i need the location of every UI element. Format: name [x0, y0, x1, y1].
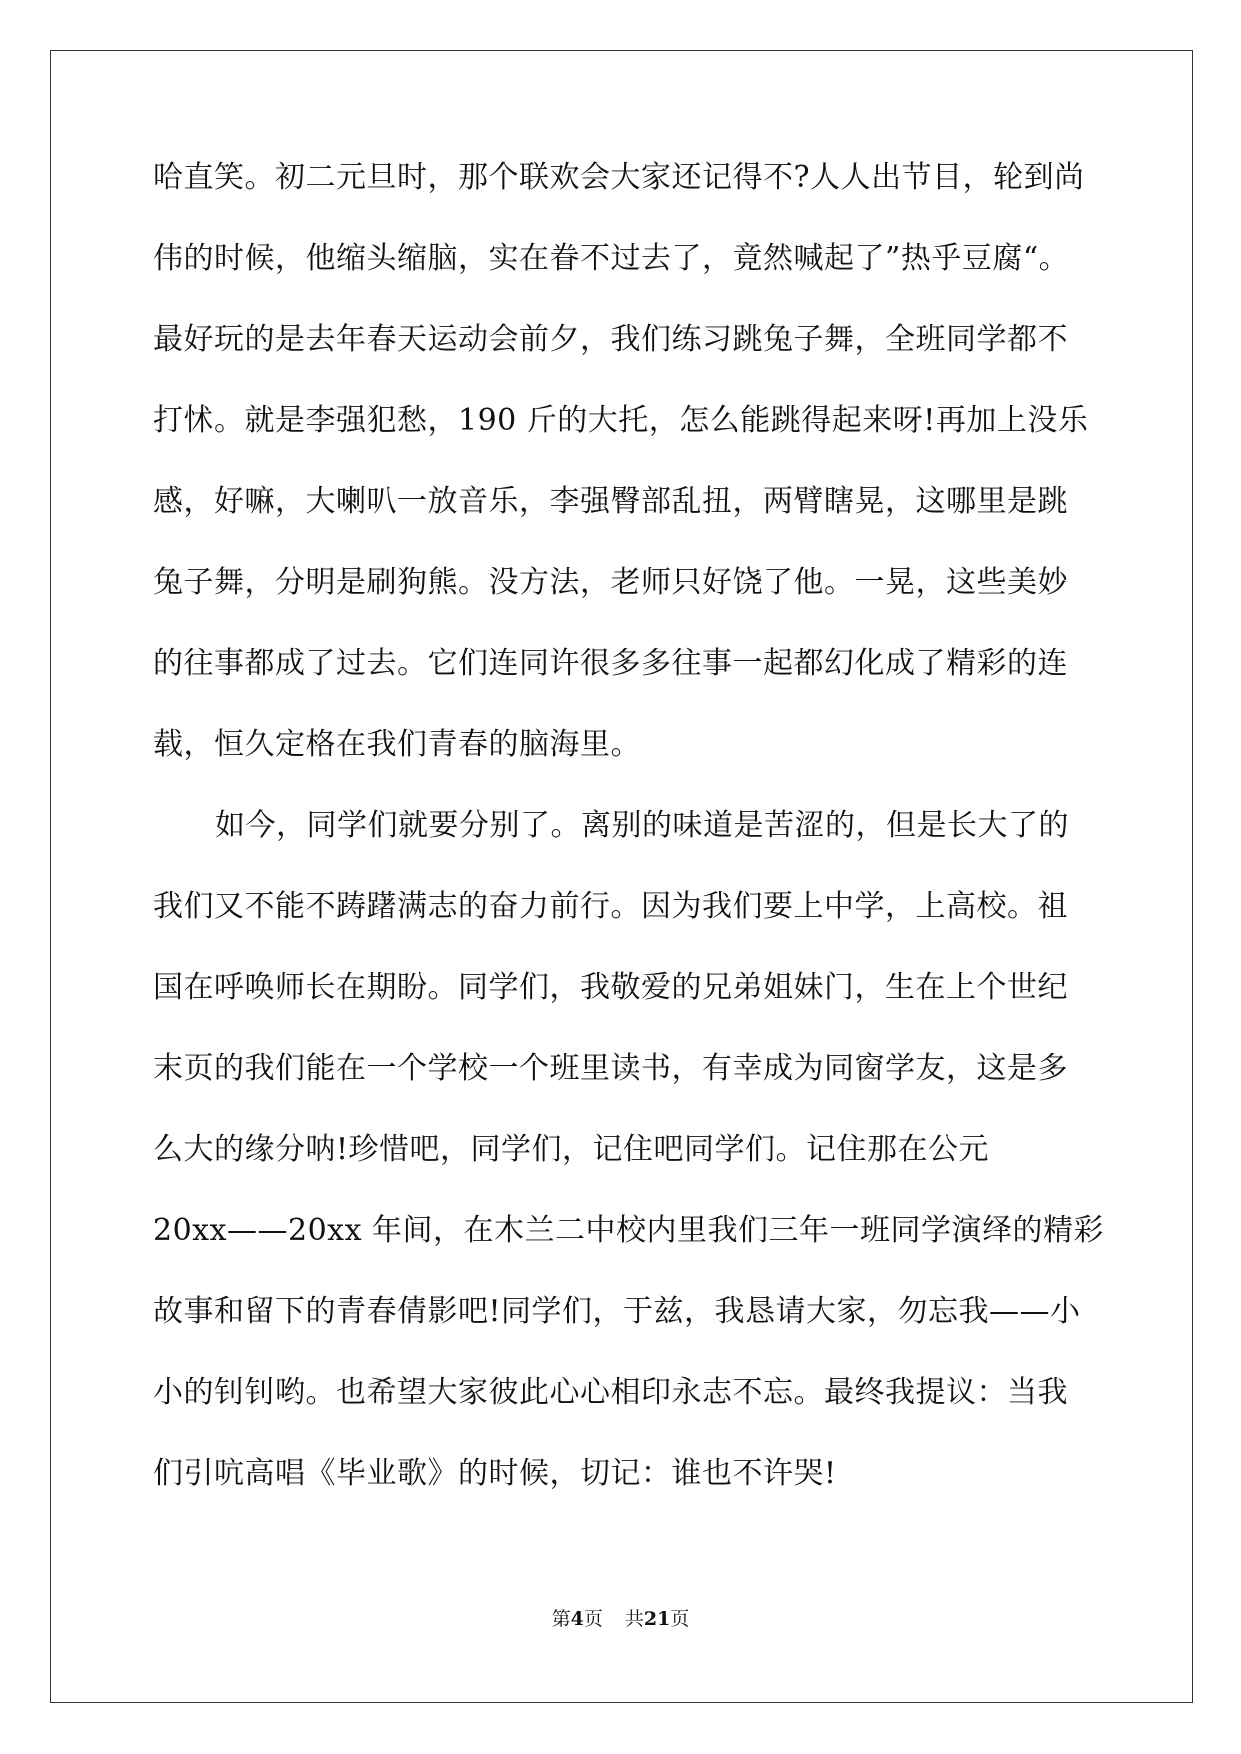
- text-line: 伟的时候，他缩头缩脑，实在眷不过去了，竟然喊起了”热乎豆腐“。: [153, 241, 1070, 276]
- text-line: 故事和留下的青春倩影吧!同学们，于兹，我恳请大家，勿忘我——小: [153, 1294, 1081, 1329]
- paragraph-start-line: 如今，同学们就要分别了。离别的味道是苦涩的，但是长大了的: [215, 808, 1069, 843]
- page-prefix: 第: [551, 1608, 571, 1630]
- page-footer: [0, 1607, 1241, 1631]
- document-body: [153, 160, 1105, 1537]
- text-line: 感，好嘛，大喇叭一放音乐，李强臀部乱扭，两臂瞎晃，这哪里是跳: [153, 484, 1068, 519]
- page-suffix: 页: [583, 1608, 603, 1630]
- text-line: 20xx——20xx 年间，在木兰二中校内里我们三年一班同学演绎的精彩: [153, 1213, 1105, 1248]
- text-line: 我们又不能不踌躇满志的奋力前行。因为我们要上中学，上高校。祖: [153, 889, 1068, 924]
- total-suffix: 页: [670, 1608, 690, 1630]
- page-number: 4: [570, 1608, 584, 1630]
- text-line: 么大的缘分呐!珍惜吧，同学们，记住吧同学们。记住那在公元: [153, 1132, 990, 1167]
- text-line: 载，恒久定格在我们青春的脑海里。: [153, 727, 641, 762]
- text-line: 国在呼唤师长在期盼。同学们，我敬爱的兄弟姐妹门，生在上个世纪: [153, 970, 1068, 1005]
- text-line: 兔子舞，分明是刷狗熊。没方法，老师只好饶了他。一晃，这些美妙: [153, 565, 1068, 600]
- text-line: 最好玩的是去年春天运动会前夕，我们练习跳兔子舞，全班同学都不: [153, 322, 1068, 357]
- text-line: 末页的我们能在一个学校一个班里读书，有幸成为同窗学友，这是多: [153, 1051, 1068, 1086]
- total-pages: 21: [643, 1608, 671, 1630]
- text-line: 们引吭高唱《毕业歌》的时候，切记：谁也不许哭!: [153, 1456, 837, 1491]
- text-line: 的往事都成了过去。它们连同许很多多往事一起都幻化成了精彩的连: [153, 646, 1068, 681]
- total-prefix: 共: [624, 1608, 644, 1630]
- text-line: 小的钊钊哟。也希望大家彼此心心相印永志不忘。最终我提议：当我: [153, 1375, 1068, 1410]
- text-line: 打怵。就是李强犯愁，190 斤的大托，怎么能跳得起来呀!再加上没乐: [153, 403, 1089, 438]
- text-line: 哈直笑。初二元旦时，那个联欢会大家还记得不?人人出节目，轮到尚: [153, 160, 1085, 195]
